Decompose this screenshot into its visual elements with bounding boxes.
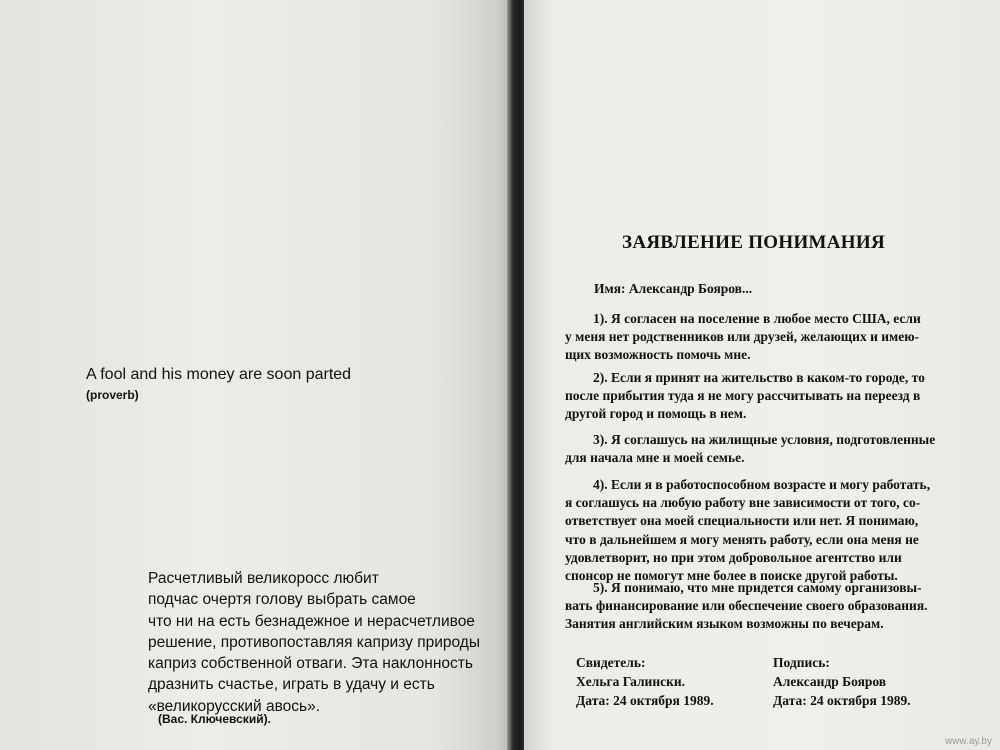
paragraph-line: вать финансирование или обеспечение своего образования. — [565, 598, 928, 614]
quote-line: «великорусский авось». — [148, 697, 321, 715]
quote-source: (Вас. Ключевский). — [158, 712, 271, 726]
quote-line: Расчетливый великоросс любит — [148, 570, 379, 587]
quote-line: подчас очертя голову выбрать самое — [148, 591, 416, 609]
watermark: www.ay.by — [944, 736, 992, 747]
paragraph-line: 2). Если я принят на жительство в каком-то городе, то — [593, 370, 925, 385]
paragraph-line: Занятия английским языком возможны по вечерам. — [565, 616, 884, 632]
witness-name: Хельга Галински. — [576, 674, 686, 689]
signature-block — [773, 653, 911, 710]
witness-date: Дата: 24 октября 1989. — [576, 693, 714, 708]
name-line: Имя: Александр Бояров... — [594, 281, 753, 296]
paragraph-line: после прибытия туда я не могу рассчитывать на переезд в — [565, 388, 921, 404]
paragraph-line: 1). Я согласен на поселение в любое место США, если — [593, 311, 921, 326]
quote-line: каприз собственной отваги. Эта наклонность — [148, 655, 473, 673]
signature-label: Подпись: — [773, 655, 830, 670]
paragraph-3 — [565, 431, 965, 467]
paragraph-line: щих возможность помочь мне. — [565, 347, 751, 363]
signature-name: Александр Бояров — [773, 674, 887, 689]
paragraph-line: 4). Если я в работоспособном возрасте и могу работать, — [593, 477, 931, 492]
paragraph-line: другой город и помощь в нем. — [565, 406, 747, 422]
paragraph-5 — [565, 579, 965, 634]
witness-label: Свидетель: — [576, 655, 646, 670]
paragraph-line: 3). Я соглашусь на жилищные условия, подготовленные — [593, 432, 936, 447]
paragraph-2 — [565, 369, 965, 424]
proverb-source: (proverb) — [86, 388, 139, 402]
paragraph-line: я соглашусь на любую работу вне зависимости от того, со- — [565, 495, 921, 511]
paragraph-line: что в дальнейшем я могу менять работу, если она меня не — [565, 531, 919, 547]
paragraph-line: у меня нет родственников или друзей, желающих и имею- — [565, 329, 919, 345]
quote-line: дразнить счастье, играть в удачу и есть — [148, 676, 435, 694]
paragraph-line: удовлетворит, но при этом добровольное агентство или — [565, 549, 902, 565]
paragraph-4 — [565, 476, 965, 585]
paragraph-line: ответствует она моей специальности или нет. Я понимаю, — [565, 513, 919, 529]
quote-line: что ни на есть безнадежное и нерасчетливое — [148, 612, 475, 630]
paragraph-line: для начала мне и моей семье. — [565, 450, 745, 466]
paragraph-line: 5). Я понимаю, что мне придется самому организовы- — [593, 580, 922, 595]
witness-block — [576, 653, 714, 710]
klyuchevsky-quote — [148, 568, 508, 717]
signature-date: Дата: 24 октября 1989. — [773, 693, 911, 708]
proverb-text: A fool and his money are soon parted — [86, 366, 352, 383]
paragraph-line: спонсор не помогут мне более в поиске другой работы. — [565, 568, 898, 584]
quote-line: решение, противопоставляя капризу природы — [148, 633, 480, 651]
paragraph-1 — [565, 310, 965, 365]
page-title: ЗАЯВЛЕНИЕ ПОНИМАНИЯ — [622, 232, 885, 253]
